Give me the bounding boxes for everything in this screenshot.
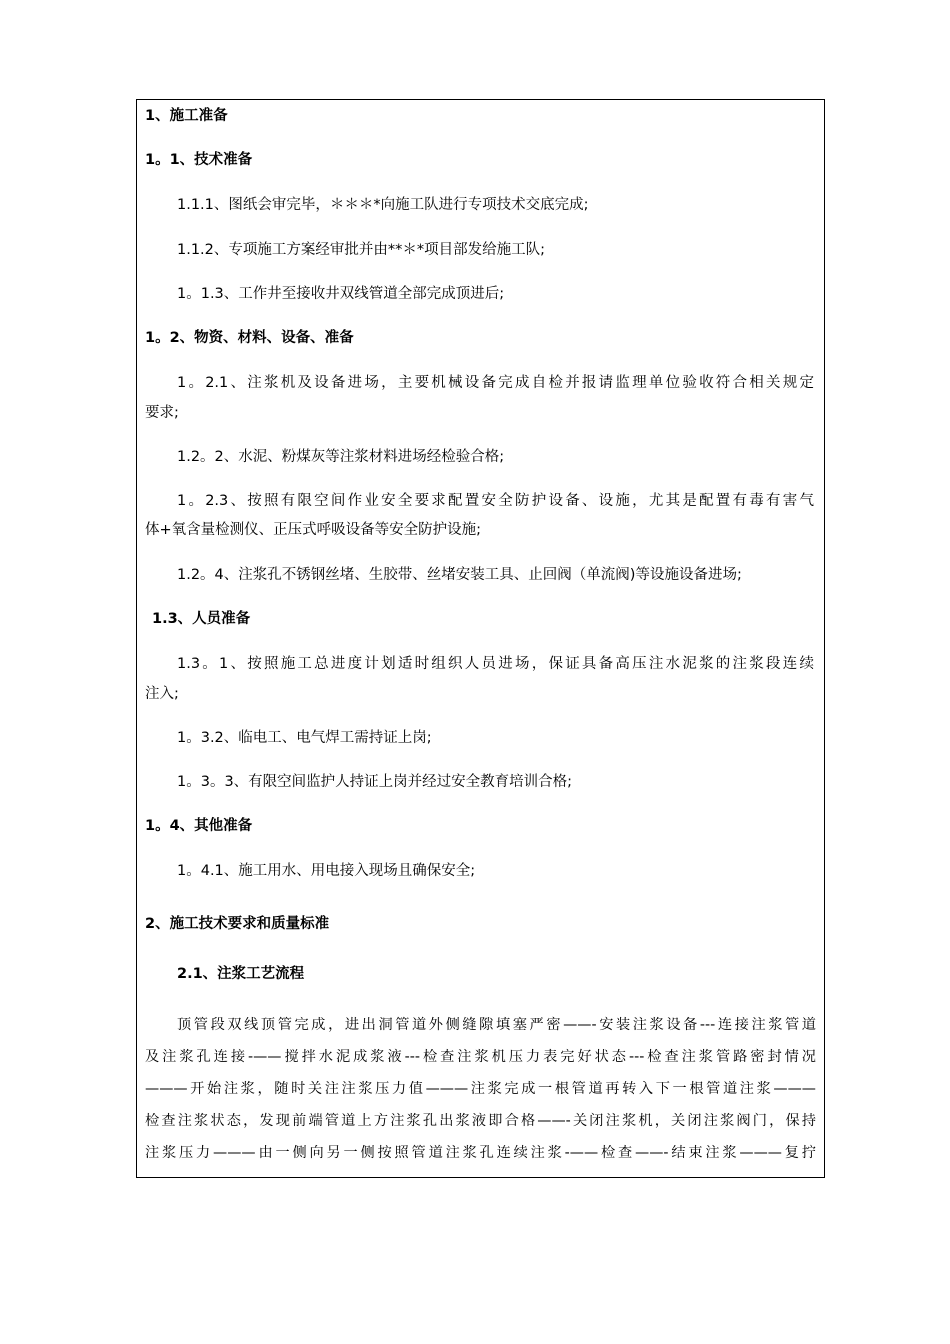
subsection-heading: 1.3、人员准备 — [152, 611, 251, 627]
paragraph-line: 1。2.3、按照有限空间作业安全要求配置安全防护设备、设施，尤其是配置有毒有害气 — [177, 493, 814, 509]
paragraph-line: 1。1.3、工作井至接收井双线管道全部完成顶进后; — [177, 286, 505, 302]
paragraph-line: 检查注浆状态，发现前端管道上方注浆孔出浆液即合格——-关闭注浆机，关闭注浆阀门，保持 — [145, 1113, 816, 1129]
paragraph-line: 1。2.1、注浆机及设备进场，主要机械设备完成自检并报请监理单位验收符合相关规定 — [177, 375, 814, 391]
section-heading: 1、施工准备 — [145, 108, 228, 124]
paragraph-line: ———开始注浆，随时关注注浆压力值———注浆完成一根管道再转入下一根管道注浆——— — [145, 1081, 816, 1097]
paragraph-line: 1.1.1、图纸会审完毕，＊＊＊*向施工队进行专项技术交底完成; — [177, 197, 589, 213]
subsection-heading: 1。4、其他准备 — [145, 818, 253, 834]
subsection-heading: 1。1、技术准备 — [145, 152, 253, 168]
paragraph-line: 1.2。2、水泥、粉煤灰等注浆材料进场经检验合格; — [177, 449, 505, 465]
subsection-heading: 2.1、注浆工艺流程 — [177, 966, 305, 982]
paragraph-line: 注入; — [145, 686, 179, 702]
subsection-heading: 1。2、物资、材料、设备、准备 — [145, 330, 354, 346]
paragraph-line: 体+氧含量检测仪、正压式呼吸设备等安全防护设施; — [145, 522, 482, 538]
paragraph-line: 1。3.2、临电工、电气焊工需持证上岗; — [177, 730, 432, 746]
paragraph-line: 注浆压力———由一侧向另一侧按照管道注浆孔连续注浆-——检查——-结束注浆———复拧 — [145, 1145, 816, 1161]
section-heading: 2、施工技术要求和质量标准 — [145, 916, 330, 932]
paragraph-line: 顶管段双线顶管完成，进出洞管道外侧缝隙填塞严密——-安装注浆设备---连接注浆管道 — [177, 1017, 816, 1033]
paragraph-line: 及注浆孔连接-——搅拌水泥成浆液---检查注浆机压力表完好状态---检查注浆管路密封情况 — [145, 1049, 816, 1065]
paragraph-line: 1.1.2、专项施工方案经审批并由**＊*项目部发给施工队; — [177, 242, 546, 258]
paragraph-line: 要求; — [145, 405, 179, 421]
paragraph-line: 1.3。1、按照施工总进度计划适时组织人员进场，保证具备高压注水泥浆的注浆段连续 — [177, 656, 814, 672]
paragraph-line: 1。4.1、施工用水、用电接入现场且确保安全; — [177, 863, 476, 879]
paragraph-line: 1.2。4、注浆孔不锈钢丝堵、生胶带、丝堵安装工具、止回阀（单流阀)等设施设备进场; — [177, 567, 742, 583]
paragraph-line: 1。3。3、有限空间监护人持证上岗并经过安全教育培训合格; — [177, 774, 573, 790]
